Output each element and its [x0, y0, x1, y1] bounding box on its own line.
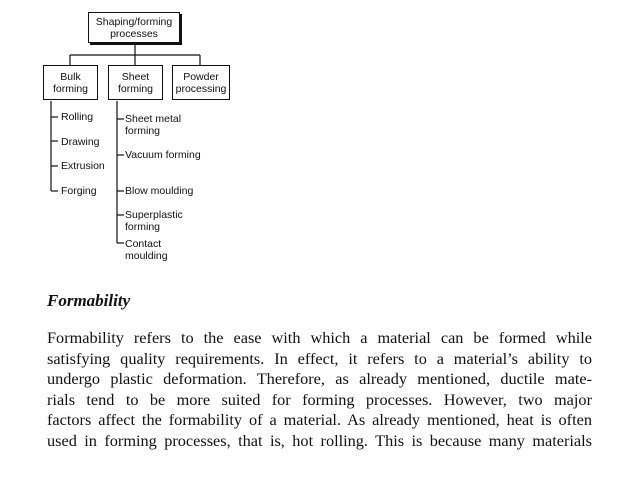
bulk-item-rolling: Rolling — [61, 111, 94, 123]
paragraph-line: undergo plastic deformation. Therefore, as already mentioned, ductile mate- — [47, 369, 592, 388]
bulk-item-forging: Forging — [61, 185, 97, 197]
paragraph-line: Formability refers to the ease with which a material can be formed while — [47, 328, 592, 347]
sheet-forming-box: Sheet forming — [108, 65, 163, 100]
sheet-item-vacuum-forming: Vacuum forming — [125, 149, 201, 161]
sheet-item-blow-moulding: Blow moulding — [125, 185, 194, 197]
paragraph-line: satisfying quality requirements. In effect, it refers to a material’s ability to — [47, 348, 592, 368]
powder-processing-box: Powder processing — [172, 65, 230, 100]
paragraph-line: factors affect the formability of a material. As already mentioned, heat is often — [47, 410, 592, 429]
bulk-item-drawing: Drawing — [61, 136, 100, 148]
body-paragraph — [47, 328, 592, 451]
root-process-box: Shaping/forming processes — [88, 12, 180, 43]
paragraph-line: rials tend to be more suited for forming processes. However, two major — [47, 389, 592, 409]
bulk-forming-box: Bulk forming — [43, 65, 98, 100]
bulk-item-extrusion: Extrusion — [61, 160, 105, 172]
paragraph-line: used in forming processes, that is, hot rolling. This is because many materials — [47, 430, 592, 450]
section-heading: Formability — [47, 291, 131, 310]
sheet-item-superplastic-forming: Superplastic forming — [125, 209, 183, 233]
sheet-item-sheet-metal-forming: Sheet metal forming — [125, 113, 182, 137]
sheet-item-contact-moulding: Contact moulding — [125, 238, 168, 262]
